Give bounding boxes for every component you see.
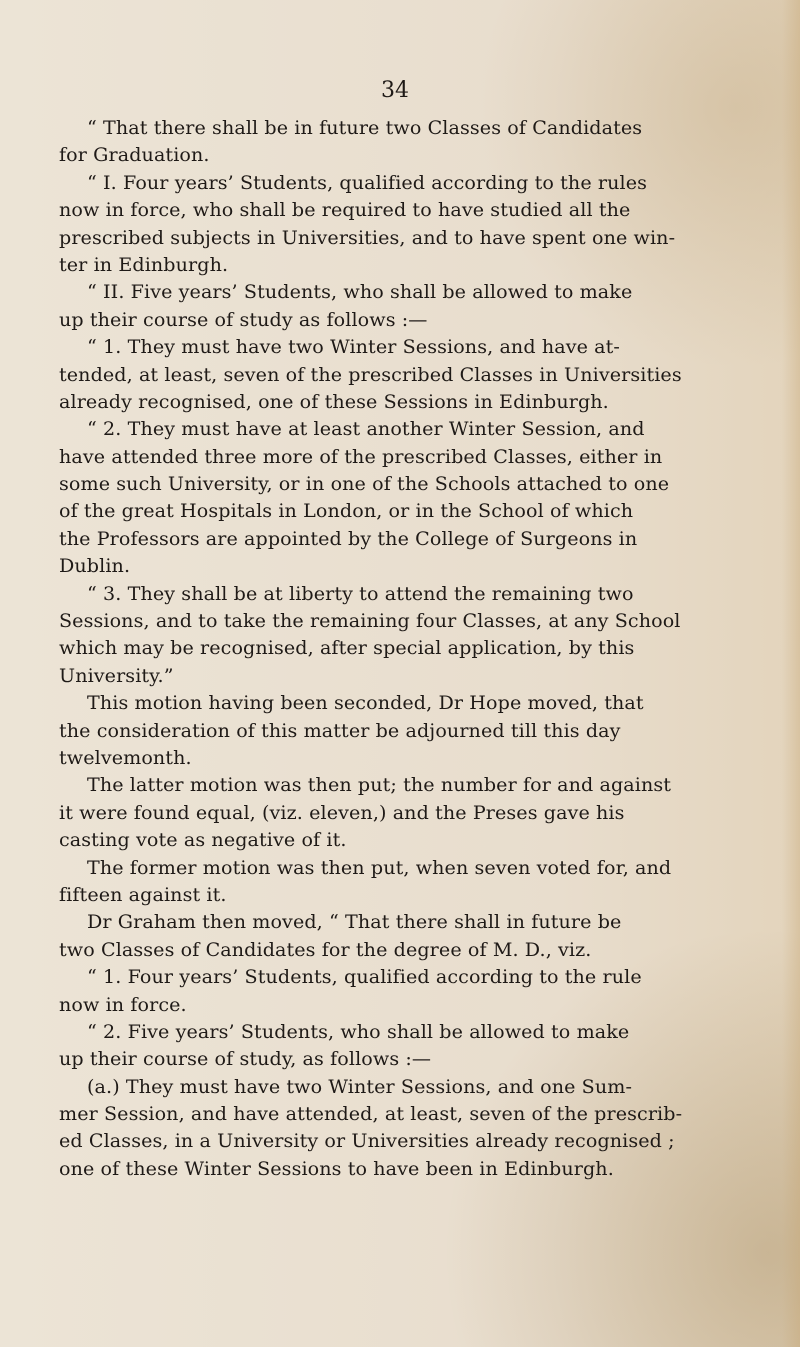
text-line: Dublin. [59, 554, 131, 578]
text-line: Sessions, and to take the remaining four Classes, at any School [59, 609, 681, 633]
text-line: (a.) They must have two Winter Sessions, and one Sum- [87, 1074, 633, 1098]
text-line: mer Session, and have attended, at least, seven of the prescrib- [59, 1102, 683, 1126]
text-line: ed Classes, in a University or Universities already recognised ; [59, 1129, 675, 1153]
text-line: The former motion was then put, when seven voted for, and [87, 855, 672, 879]
text-line: twelvemonth. [59, 745, 192, 769]
text-line: “ I. Four years’ Students, qualified according to the rules [87, 170, 648, 194]
text-line: the consideration of this matter be adjourned till this day [59, 718, 621, 742]
text-line: tended, at least, seven of the prescribed Classes in Universities [59, 362, 682, 386]
text-line: “ 1. Four years’ Students, qualified according to the rule [87, 965, 642, 989]
text-line: “ 1. They must have two Winter Sessions, and have at- [87, 335, 620, 359]
text-line: for Graduation. [59, 143, 210, 167]
page-number: 34 [381, 78, 409, 103]
text-line: up their course of study as follows :— [59, 307, 428, 331]
text-line: University.” [59, 663, 174, 687]
text-line: now in force. [59, 992, 187, 1016]
text-line: it were found equal, (viz. eleven,) and the Preses gave his [59, 800, 625, 824]
text-line: of the great Hospitals in London, or in the School of which [59, 499, 634, 523]
text-line: “ 3. They shall be at liberty to attend the remaining two [87, 581, 634, 605]
page-edge-shadow [782, 0, 800, 1347]
text-line: “ 2. Five years’ Students, who shall be allowed to make [87, 1019, 630, 1043]
text-line: one of these Winter Sessions to have been in Edinburgh. [59, 1156, 614, 1180]
text-line: which may be recognised, after special application, by this [59, 636, 635, 660]
text-line: fifteen against it. [59, 882, 227, 906]
text-line: Dr Graham then moved, “ That there shall in future be [87, 910, 622, 934]
page-text [59, 114, 737, 1182]
text-line: This motion having been seconded, Dr Hope moved, that [87, 691, 644, 715]
text-line: two Classes of Candidates for the degree of M. D., viz. [59, 937, 592, 961]
text-line: “ That there shall be in future two Classes of Candidates [87, 116, 643, 139]
text-line: have attended three more of the prescribed Classes, either in [59, 444, 663, 468]
text-line: “ 2. They must have at least another Winter Session, and [87, 417, 645, 441]
text-line: now in force, who shall be required to have studied all the [59, 198, 631, 222]
text-line: prescribed subjects in Universities, and to have spent one win- [59, 225, 676, 249]
text-line: some such University, or in one of the Schools attached to one [59, 472, 670, 496]
text-line: casting vote as negative of it. [59, 828, 347, 852]
text-line: the Professors are appointed by the College of Surgeons in [59, 526, 638, 550]
text-line: “ II. Five years’ Students, who shall be allowed to make [87, 280, 633, 304]
text-line: The latter motion was then put; the number for and against [87, 773, 672, 797]
text-line: already recognised, one of these Sessions in Edinburgh. [59, 389, 609, 413]
text-line: ter in Edinburgh. [59, 252, 229, 276]
text-line: up their course of study, as follows :— [59, 1047, 432, 1071]
